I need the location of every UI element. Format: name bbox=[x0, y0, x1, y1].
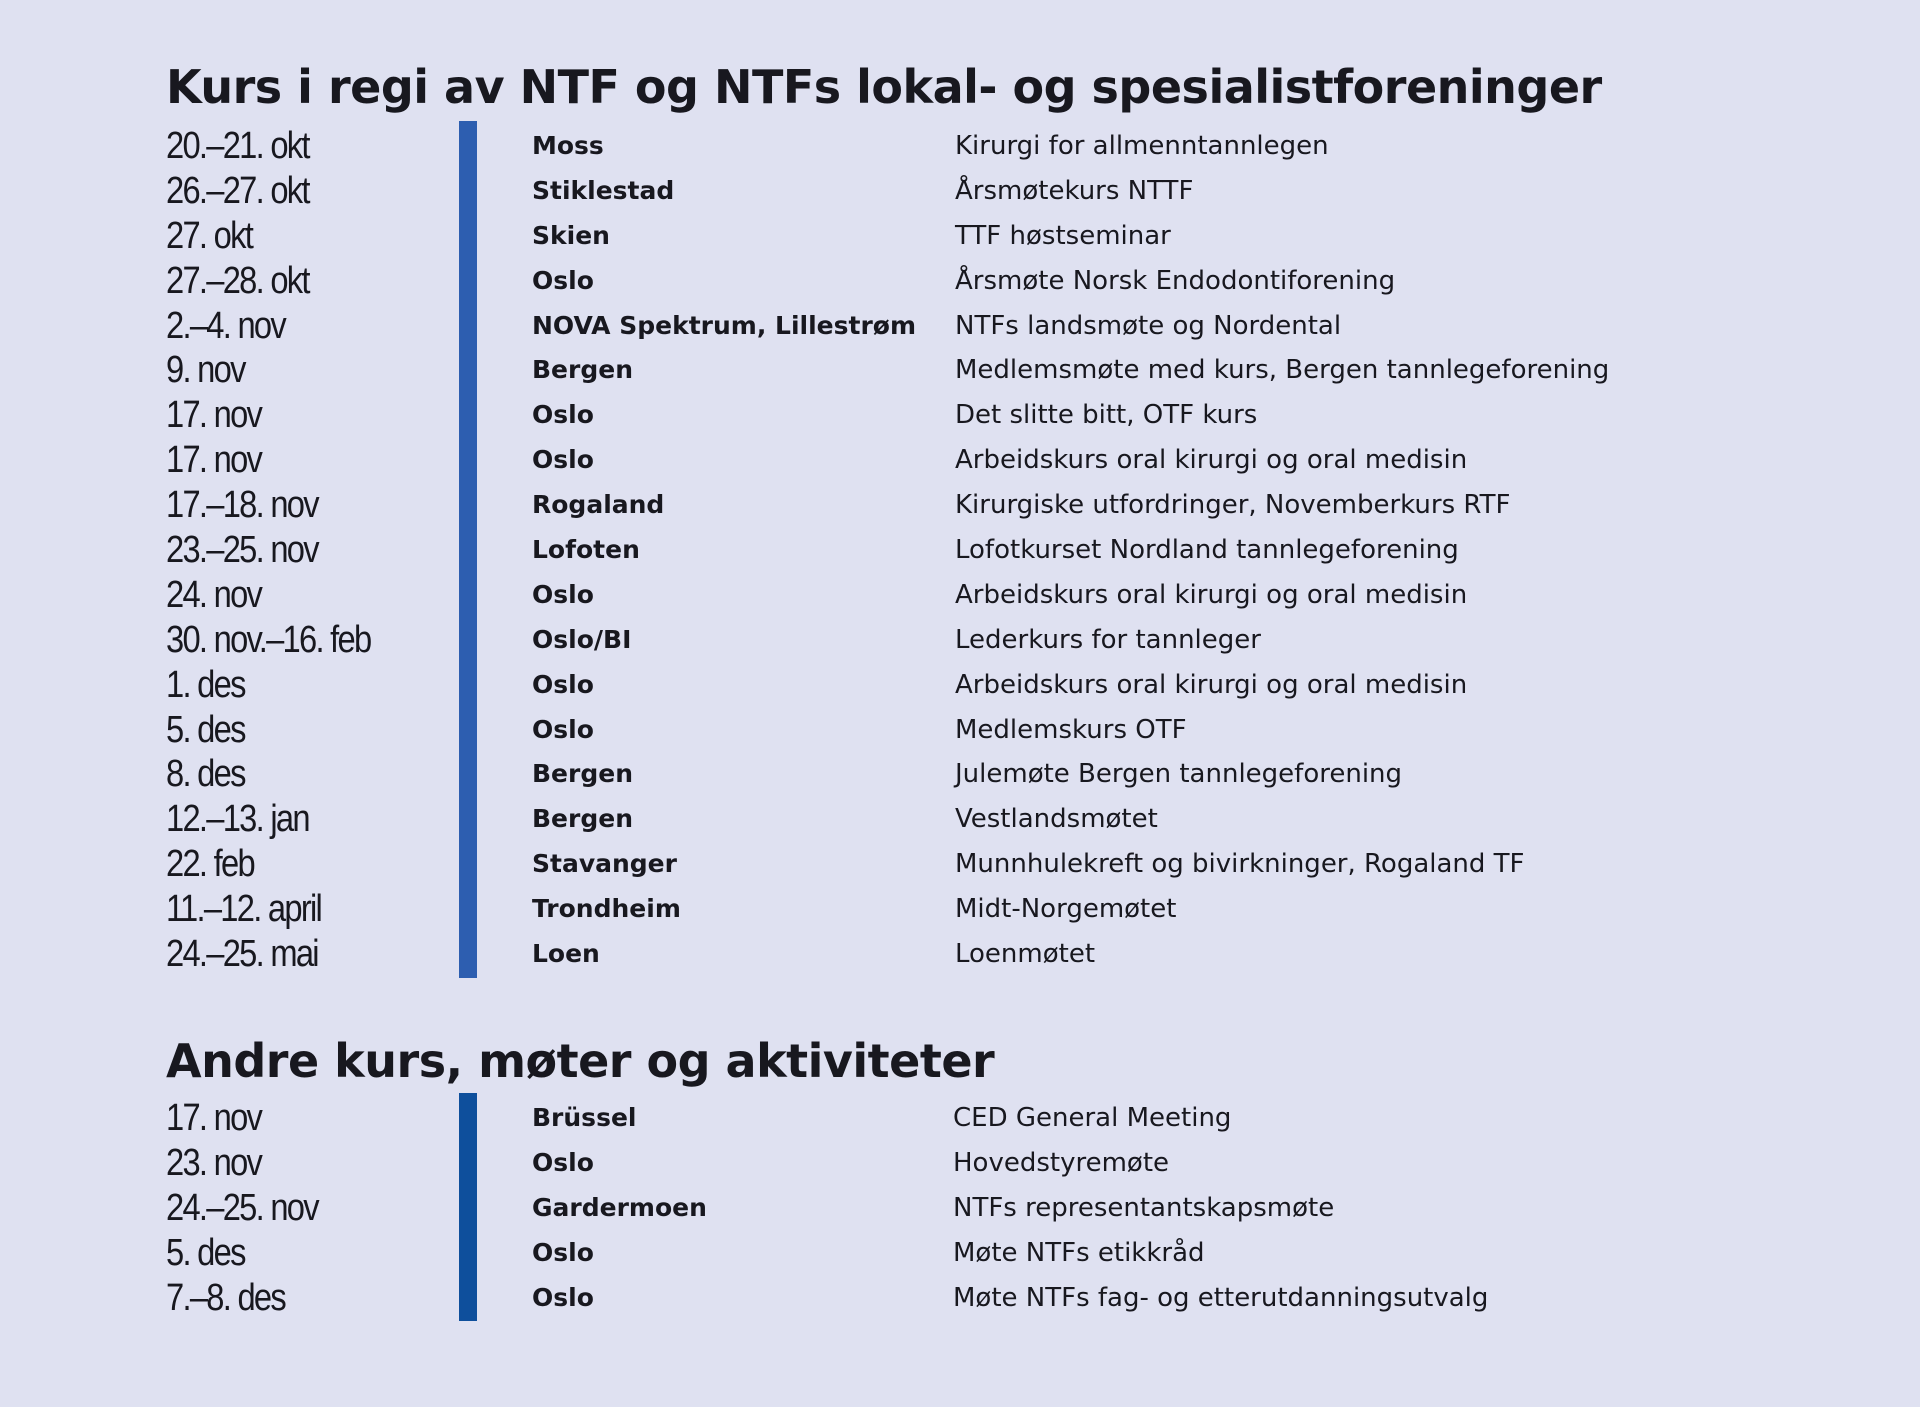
ntf-course-list bbox=[0, 124, 1920, 977]
event-row bbox=[0, 348, 1920, 393]
event-row bbox=[0, 797, 1920, 842]
event-date: 24. nov bbox=[166, 573, 262, 616]
event-description: NTFs representantskapsmøte bbox=[953, 1192, 1335, 1223]
event-description: Midt-Norgemøtet bbox=[955, 894, 1177, 925]
event-date: 1. des bbox=[166, 663, 245, 706]
event-row bbox=[0, 1186, 1920, 1231]
event-date: 24.–25. nov bbox=[166, 1186, 318, 1229]
event-location: Oslo bbox=[532, 1147, 594, 1177]
event-date: 20.–21. okt bbox=[166, 125, 309, 167]
event-location: Oslo bbox=[532, 400, 594, 430]
event-description: Arbeidskurs oral kirurgi og oral medisin bbox=[955, 579, 1468, 610]
event-description: NTFs landsmøte og Nordental bbox=[955, 310, 1342, 341]
event-location: Oslo bbox=[532, 1237, 594, 1267]
event-row bbox=[0, 304, 1920, 349]
event-date: 8. des bbox=[166, 753, 245, 796]
event-date: 30. nov.–16. feb bbox=[166, 618, 371, 661]
event-row bbox=[0, 438, 1920, 483]
event-description: Kirurgi for allmenntannlegen bbox=[955, 131, 1329, 161]
event-row bbox=[0, 483, 1920, 528]
event-date: 7.–8. des bbox=[166, 1276, 285, 1319]
event-date: 17. nov bbox=[166, 394, 262, 437]
event-description: TTF høstseminar bbox=[955, 220, 1171, 251]
event-location: Oslo bbox=[532, 445, 594, 475]
event-date: 27.–28. okt bbox=[166, 259, 309, 302]
event-date: 5. des bbox=[166, 708, 245, 751]
event-row bbox=[0, 259, 1920, 304]
event-description: Julemøte Bergen tannlegeforening bbox=[955, 759, 1403, 790]
event-description: Medlemsmøte med kurs, Bergen tannlegeforening bbox=[955, 355, 1610, 386]
event-date: 12.–13. jan bbox=[166, 798, 309, 841]
event-location: Oslo/BI bbox=[532, 624, 632, 654]
section-title-ntf-courses: Kurs i regi av NTF og NTFs lokal- og spesialistforeninger bbox=[166, 60, 1602, 114]
event-location: Oslo bbox=[532, 669, 594, 699]
event-location: Skien bbox=[532, 220, 610, 250]
event-location: Lofoten bbox=[532, 535, 640, 565]
event-row bbox=[0, 752, 1920, 797]
event-description: Det slitte bitt, OTF kurs bbox=[955, 400, 1258, 431]
event-row bbox=[0, 932, 1920, 977]
event-location: Brüssel bbox=[532, 1103, 637, 1132]
event-location: Oslo bbox=[532, 714, 594, 744]
event-location: Trondheim bbox=[532, 894, 681, 924]
event-row bbox=[0, 708, 1920, 753]
event-date: 11.–12. april bbox=[166, 888, 322, 931]
event-row bbox=[0, 214, 1920, 259]
event-location: Gardermoen bbox=[532, 1192, 707, 1222]
event-description: Møte NTFs etikkråd bbox=[953, 1237, 1205, 1268]
event-date: 26.–27. okt bbox=[166, 169, 309, 212]
event-description: Medlemskurs OTF bbox=[955, 714, 1187, 745]
event-location: Bergen bbox=[532, 759, 633, 789]
event-row bbox=[0, 573, 1920, 618]
event-location: NOVA Spektrum, Lillestrøm bbox=[532, 310, 916, 340]
event-date: 23.–25. nov bbox=[166, 529, 318, 572]
event-date: 22. feb bbox=[166, 843, 254, 886]
event-location: Oslo bbox=[532, 265, 594, 295]
event-location: Rogaland bbox=[532, 490, 665, 520]
event-description: Årsmøtekurs NTTF bbox=[955, 175, 1194, 206]
event-description: Årsmøte Norsk Endodontiforening bbox=[955, 265, 1396, 296]
event-description: Vestlandsmøtet bbox=[955, 804, 1158, 835]
event-row bbox=[0, 528, 1920, 573]
event-row bbox=[0, 887, 1920, 932]
event-description: Lederkurs for tannleger bbox=[955, 624, 1261, 655]
event-date: 24.–25. mai bbox=[166, 933, 318, 976]
event-date: 2.–4. nov bbox=[166, 304, 285, 347]
event-description: Arbeidskurs oral kirurgi og oral medisin bbox=[955, 445, 1468, 476]
event-row bbox=[0, 1096, 1920, 1141]
section-title-other-events: Andre kurs, møter og aktiviteter bbox=[166, 1034, 995, 1088]
event-location: Oslo bbox=[532, 579, 594, 609]
event-description: Kirurgiske utfordringer, Novemberkurs RTF bbox=[955, 490, 1511, 521]
event-row bbox=[0, 842, 1920, 887]
event-location: Bergen bbox=[532, 804, 633, 834]
event-row bbox=[0, 1276, 1920, 1321]
event-row bbox=[0, 124, 1920, 169]
event-location: Oslo bbox=[532, 1282, 594, 1312]
other-events-list bbox=[0, 1096, 1920, 1320]
event-date: 5. des bbox=[166, 1231, 245, 1274]
event-row bbox=[0, 663, 1920, 708]
event-location: Stiklestad bbox=[532, 175, 675, 205]
event-location: Bergen bbox=[532, 355, 633, 385]
event-row bbox=[0, 1231, 1920, 1276]
event-date: 17.–18. nov bbox=[166, 484, 318, 527]
event-description: Munnhulekreft og bivirkninger, Rogaland TF bbox=[955, 849, 1525, 880]
event-description: Arbeidskurs oral kirurgi og oral medisin bbox=[955, 669, 1468, 700]
event-location: Moss bbox=[532, 131, 604, 160]
event-date: 23. nov bbox=[166, 1141, 262, 1184]
event-description: Møte NTFs fag- og etterutdanningsutvalg bbox=[953, 1282, 1489, 1313]
event-date: 9. nov bbox=[166, 349, 245, 392]
event-description: CED General Meeting bbox=[953, 1103, 1232, 1133]
event-description: Loenmøtet bbox=[955, 939, 1096, 970]
event-row bbox=[0, 169, 1920, 214]
event-row bbox=[0, 618, 1920, 663]
event-location: Loen bbox=[532, 939, 600, 969]
event-row bbox=[0, 393, 1920, 438]
event-description: Hovedstyremøte bbox=[953, 1147, 1170, 1178]
event-date: 27. okt bbox=[166, 214, 253, 257]
event-date: 17. nov bbox=[166, 439, 262, 482]
event-description: Lofotkurset Nordland tannlegeforening bbox=[955, 535, 1459, 566]
event-row bbox=[0, 1141, 1920, 1186]
event-location: Stavanger bbox=[532, 849, 677, 879]
event-date: 17. nov bbox=[166, 1097, 262, 1139]
